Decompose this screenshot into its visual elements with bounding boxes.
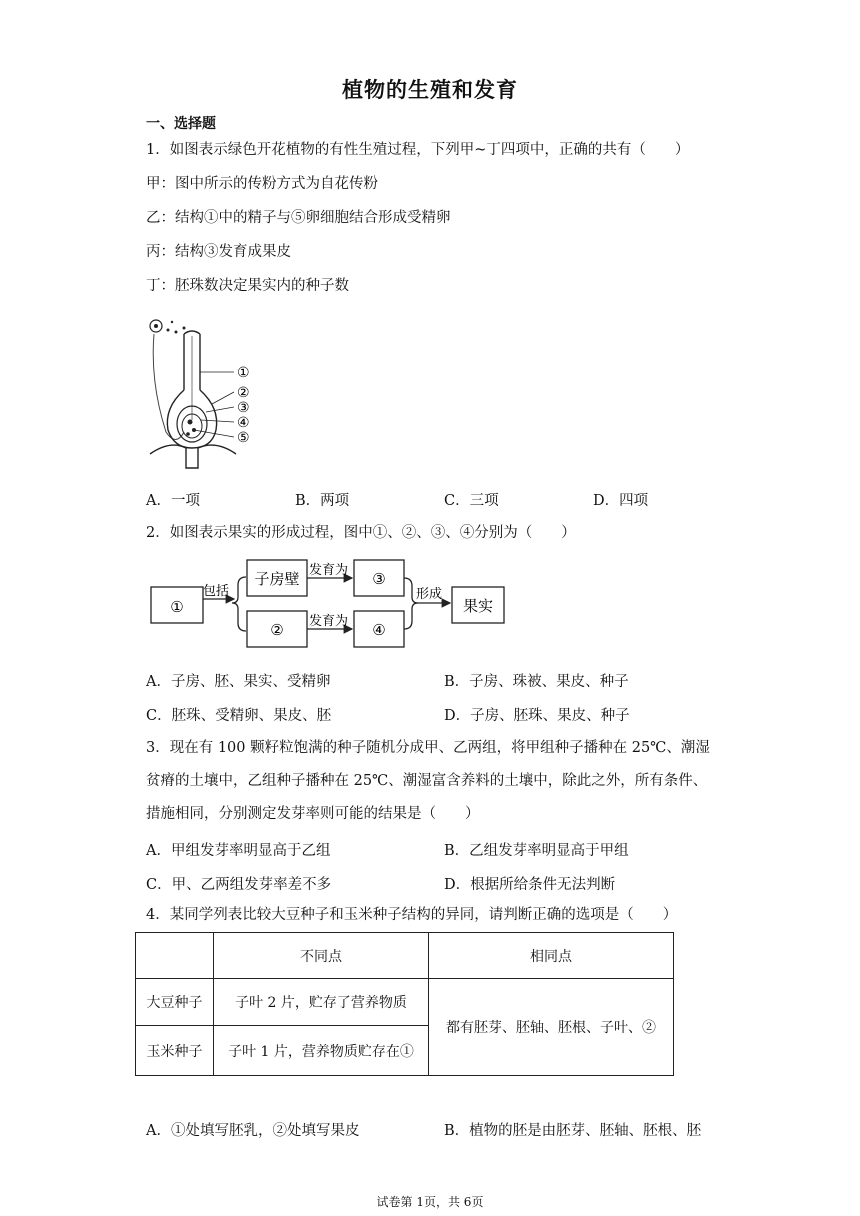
label-2: ② <box>237 385 250 401</box>
diagram-include-label: 包括 <box>203 584 230 599</box>
table-row <box>136 979 674 1026</box>
q1-option-b[interactable]: B．两项 <box>295 493 350 509</box>
page-title: 植物的生殖和发育 <box>342 78 518 102</box>
diagram-box-4: ④ <box>372 621 386 639</box>
table-header-diff: 不同点 <box>214 933 429 979</box>
table-corner-cell <box>136 933 214 979</box>
q1-statement-ding: 丁：胚珠数决定果实内的种子数 <box>146 278 349 294</box>
diagram-box-2: ② <box>270 621 284 639</box>
pistil-diagram <box>146 312 276 472</box>
q3-line-3: 措施相同，分别测定发芽率则可能的结果是（ ） <box>146 806 480 822</box>
q3-option-a[interactable]: A．甲组发芽率明显高于乙组 <box>146 843 331 859</box>
q4-stem: 4．某同学列表比较大豆种子和玉米种子结构的异同，请判断正确的选项是（ ） <box>146 907 678 923</box>
diagram-box-1: ① <box>170 598 184 616</box>
label-5: ⑤ <box>237 430 250 446</box>
q3-option-c[interactable]: C．甲、乙两组发芽率差不多 <box>146 877 332 893</box>
q4-option-b[interactable]: B．植物的胚是由胚芽、胚轴、胚根、胚 <box>444 1123 702 1139</box>
label-4: ④ <box>237 415 250 431</box>
q3-option-b[interactable]: B．乙组发芽率明显高于甲组 <box>444 843 629 859</box>
diagram-develop-label-2: 发育为 <box>309 614 349 629</box>
q2-option-d[interactable]: D．子房、胚珠、果皮、种子 <box>444 708 630 724</box>
table-row-soybean-name: 大豆种子 <box>136 979 214 1026</box>
q1-statement-jia: 甲：图中所示的传粉方式为自花传粉 <box>146 176 378 192</box>
seed-comparison-table <box>135 932 674 1076</box>
q1-option-a[interactable]: A．一项 <box>146 493 200 509</box>
q3-option-d[interactable]: D．根据所给条件无法判断 <box>444 877 616 893</box>
table-row-corn-diff: 子叶 1 片，营养物质贮存在① <box>214 1026 429 1076</box>
label-3: ③ <box>237 400 250 416</box>
q1-option-d[interactable]: D．四项 <box>593 493 649 509</box>
q2-option-b[interactable]: B．子房、珠被、果皮、种子 <box>444 674 629 690</box>
q1-stem: 1．如图表示绿色开花植物的有性生殖过程，下列甲~丁四项中，正确的共有（ ） <box>146 142 690 158</box>
q3-line-2: 贫瘠的土壤中，乙组种子播种在 25℃、潮湿富含养料的土壤中，除此之外，所有条件、 <box>146 773 708 789</box>
table-header-same: 相同点 <box>429 933 674 979</box>
table-row-soybean-diff: 子叶 2 片，贮存了营养物质 <box>214 979 429 1026</box>
q1-statement-bing: 丙：结构③发育成果皮 <box>146 244 291 260</box>
page-footer: 试卷第 1页，共 6页 <box>376 1195 484 1209</box>
q2-option-c[interactable]: C．胚珠、受精卵、果皮、胚 <box>146 708 332 724</box>
label-1: ① <box>237 365 250 381</box>
q1-statement-yi: 乙：结构①中的精子与⑤卵细胞结合形成受精卵 <box>146 210 451 226</box>
section-heading: 一、选择题 <box>146 116 216 132</box>
diagram-ovary-wall: 子房壁 <box>254 570 300 588</box>
diagram-form-label: 形成 <box>416 587 443 602</box>
diagram-box-3: ③ <box>372 570 386 588</box>
diagram-develop-label-1: 发育为 <box>309 563 349 578</box>
q4-option-a[interactable]: A．①处填写胚乳，②处填写果皮 <box>146 1123 360 1139</box>
diagram-fruit: 果实 <box>462 597 494 615</box>
table-row-corn-name: 玉米种子 <box>136 1026 214 1076</box>
q1-option-c[interactable]: C．三项 <box>444 493 499 509</box>
q3-line-1: 3．现在有 100 颗籽粒饱满的种子随机分成甲、乙两组，将甲组种子播种在 25℃、潮湿 <box>146 740 710 756</box>
table-same-cell: 都有胚芽、胚轴、胚根、子叶、② <box>429 979 674 1076</box>
table-row <box>136 933 674 979</box>
q2-stem: 2．如图表示果实的形成过程，图中①、②、③、④分别为（ ） <box>146 525 576 541</box>
q2-option-a[interactable]: A．子房、胚、果实、受精卵 <box>146 674 331 690</box>
fruit-formation-diagram <box>146 555 516 655</box>
